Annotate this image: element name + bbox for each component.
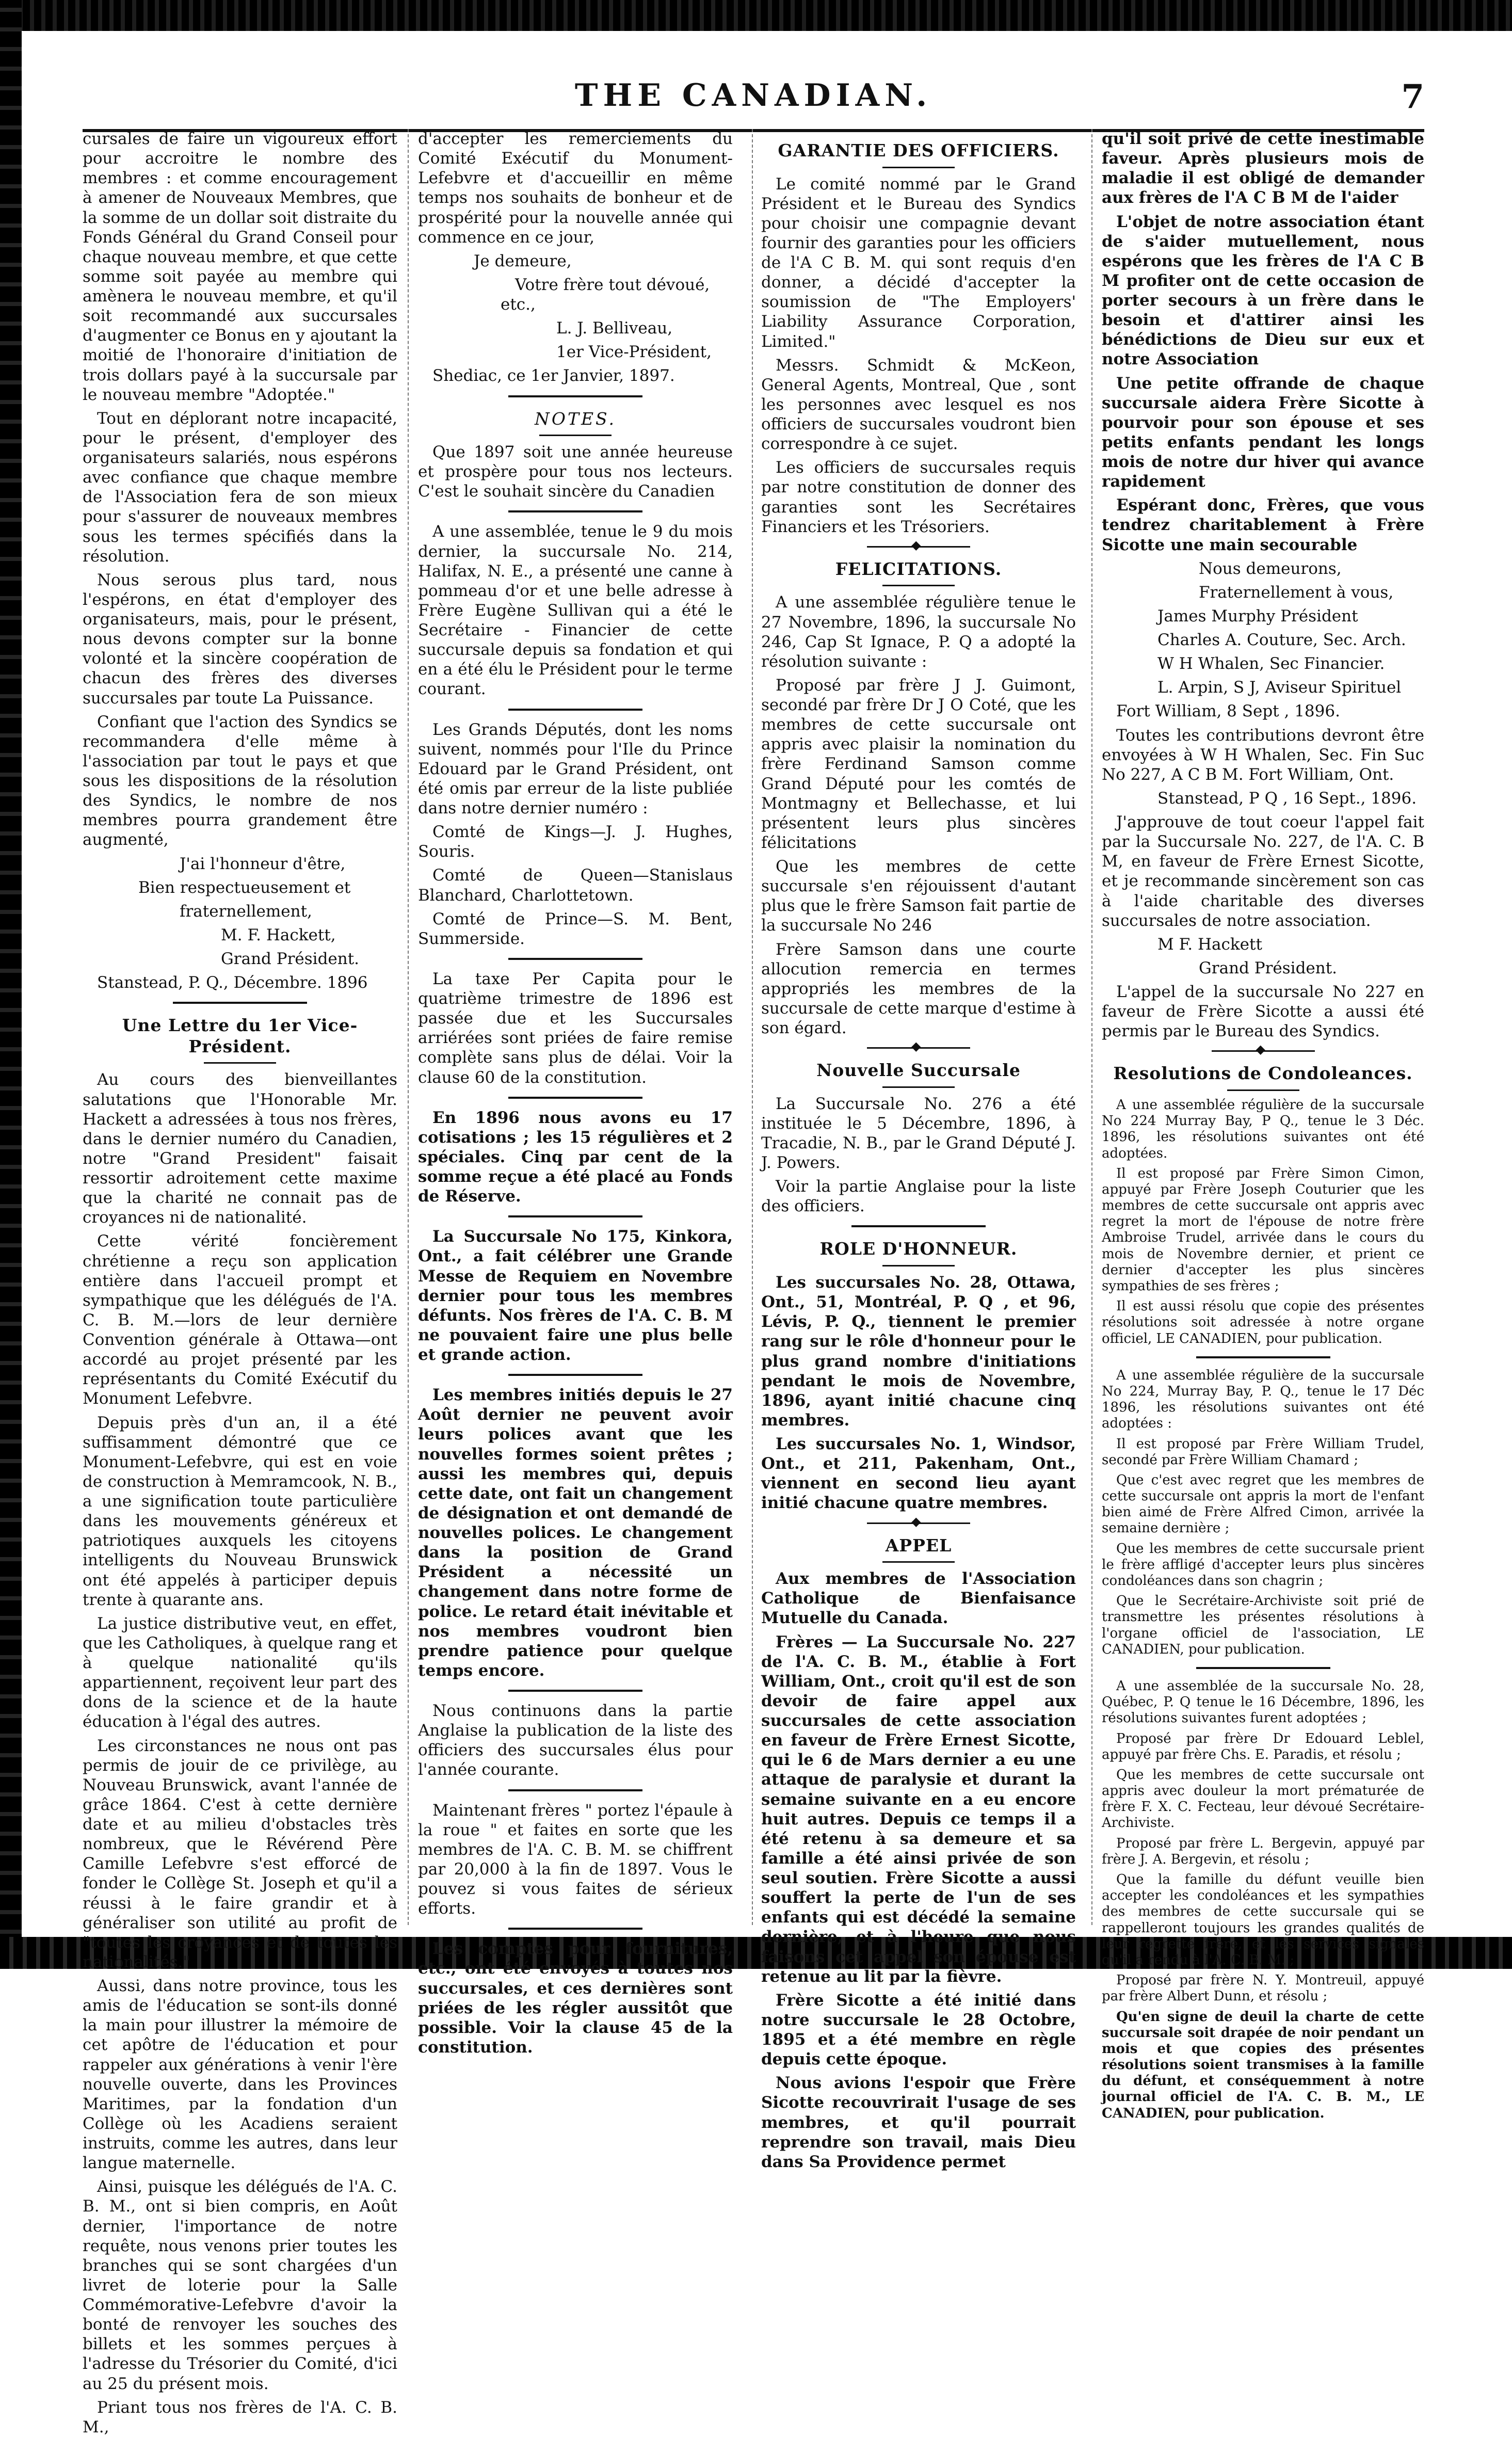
resolution-paragraph: Que le Secrétaire-Archiviste soit prié de transmettre les présentes résolutions à l'organe officiel de l'association, LE CANADIEN, pour publication. — [1102, 1593, 1424, 1657]
article-paragraph: Les succursales No. 28, Ottawa, Ont., 51, Montréal, P. Q , et 96, Lévis, P. Q., tiennent le premier rang sur le rôle d'honneur pour le plus grand nombre d'initiations pendant le mois de Novembre, 1896, ayant initié chacune cinq membres. — [761, 1273, 1076, 1430]
note-paragraph: Comté de Prince—S. M. Bent, Summerside. — [418, 909, 733, 948]
signature-title: Grand Président. — [1199, 958, 1338, 977]
signature-name: W H Whalen, Sec Financier. — [1157, 654, 1385, 674]
article-paragraph: Tout en déplorant notre incapacité, pour le présent, d'employer des organisateurs salariés, nous espérons avec confiance que chaque membre de l'Association fera de son mieux pour s'assurer de nouveaux membres sous les termes spécifiés dans la résolution. — [83, 409, 397, 566]
signature-name: M. F. Hackett, — [221, 925, 336, 944]
newspaper-page — [83, 57, 1424, 2436]
resolution-paragraph: Que les membres de cette succursale ont appris avec douleur la mort prématurée de frère F. X. C. Fecteau, leur dévoué Secrétaire-Archiviste. — [1102, 1767, 1424, 1831]
article-heading: ROLE D'HONNEUR. — [819, 1239, 1018, 1259]
heading-rule — [539, 435, 612, 436]
article-paragraph: Messrs. Schmidt & McKeon, General Agents, Montreal, Que , sont les personnes avec lesquel es nos officiers de succursales voudront bien correspondre à ce sujet. — [761, 356, 1076, 454]
article-paragraph: Au cours des bienveillantes salutations que l'Honorable Mr. Hackett a adressées à tous nos frères, dans le dernier numéro du Canadien, notre "Grand President" faisait ressortir adroitement cette maxime que la charité ne connait pas de croyances ni de nationalité. — [83, 1070, 397, 1227]
article-paragraph: Frère Sicotte a été initié dans notre succursale le 28 Octobre, 1895 et a été membre en règle depuis cette époque. — [761, 1991, 1076, 2069]
ornament-rule — [867, 1522, 970, 1524]
scan-edge-top — [0, 0, 1512, 31]
column-divider — [408, 129, 409, 1925]
column-4 — [1102, 129, 1424, 2121]
article-paragraph: Que les membres de cette succursale s'en réjouissent d'autant plus que le frère Samson fait partie de la succursale No 246 — [761, 857, 1076, 935]
article-paragraph: Nous avions l'espoir que Frère Sicotte recouvrirait l'usage de ses membres, et qu'il pourrait reprendre son travail, mais Dieu dans Sa Providence permet — [761, 2074, 1076, 2171]
article-paragraph: Proposé par frère J J. Guimont, secondé par frère Dr J O Coté, que les membres de cette succursale ont appris avec plaisir la nomination du frère Ferdinand Samson comme Grand Député pour les comtés de Montmagny et Bellechasse, et lui présentent leurs plus sincères félicitations — [761, 676, 1076, 852]
signature-line: fraternellement, — [180, 902, 312, 921]
article-paragraph: L'objet de notre association étant de s'aider mutuellement, nous espérons que les frères de l'A C B M profiter ont de cette occasion de porter secours à un frère dans le besoin et d'attirer ainsi les bénédictions de Dieu sur eux et notre Association — [1102, 212, 1424, 369]
note-paragraph: A une assemblée, tenue le 9 du mois dernier, la succursale No. 214, Halifax, N. E., a présenté une canne à pommeau d'or et une belle adresse à Frère Eugène Sullivan qui a été le Secrétaire - Financier de cette succursale depuis sa fondation et qui en a été élu le Président pour le terme courant. — [418, 522, 733, 699]
dateline: Shediac, ce 1er Janvier, 1897. — [432, 366, 675, 386]
article-paragraph: Toutes les contributions devront être envoyées à W H Whalen, Sec. Fin Suc No 227, A C B M. Fort William, Ont. — [1102, 726, 1424, 784]
resolution-paragraph: Il est proposé par Frère Simon Cimon, appuyé par Frère Joseph Couturier que les membres de cette succursale ont appris avec regret la mort de l'épouse de notre frère Ambroise Trudel, arrivée dans le cours du mois de Novembre dernier, et prient ce dernier d'accepter les plus sincères sympathies de ses frères ; — [1102, 1165, 1424, 1294]
resolution-paragraph: Proposé par frère Dr Edouard Leblel, appuyé par frère Chs. E. Paradis, et résolu ; — [1102, 1730, 1424, 1762]
note-paragraph: Les comptes pour fournitures, etc., ont été envoyés à toutes nos succursales, et ces dernières sont priées de les régler aussitôt que possible. Voir la clause 45 de la constitution. — [418, 1939, 733, 2057]
article-paragraph: A une assemblée régulière tenue le 27 Novembre, 1896, la succursale No 246, Cap St Ignace, P. Q a adopté la résolution suivante : — [761, 593, 1076, 671]
signature-line: J'ai l'honneur d'être, — [180, 854, 346, 873]
resolution-paragraph: Que c'est avec regret que les membres de cette succursale ont appris la mort de l'enfant bien aimé de Frère Alfred Cimon, arrivée la semaine dernière ; — [1102, 1472, 1424, 1536]
heading-rule — [1227, 1089, 1299, 1091]
article-paragraph: La justice distributive veut, en effet, que les Catholiques, à quelque rang et à quelque nationalité qu'ils appartiennent, reçoivent leur part des dons de la science et de la haute éducation à l'égal des autres. — [83, 1614, 397, 1731]
note-separator — [508, 1928, 642, 1930]
section-rule — [508, 395, 642, 397]
resolution-paragraph: Il est proposé par Frère William Trudel, secondé par Frère William Chamard ; — [1102, 1436, 1424, 1468]
resolution-paragraph: Il est aussi résolu que copie des présentes résolutions soit adressée à notre organe officiel, LE CANADIEN, pour publication. — [1102, 1298, 1424, 1346]
dateline: Stanstead, P. Q., Décembre. 1896 — [97, 973, 368, 992]
heading-rule — [882, 1561, 955, 1563]
article-paragraph: Les circonstances ne nous ont pas permis de jouir de ce privilège, au Nouveau Brunswick, avant l'année de grâce 1864. C'est à cette dernière date et au milieu d'obstacles très nombreux, que le Révérend Père Camille Lefebvre s'est efforcé de fonder le Collège St. Joseph et qu'il a réussi à le faire grandir et à généraliser son utilité au profit de "toutes les croyances et de toutes les nationalités." — [83, 1736, 397, 1971]
note-paragraph: En 1896 nous avons eu 17 cotisations ; les 15 régulières et 2 spéciales. Cinq par cent de la somme reçue a été placé au Fonds de Réserve. — [418, 1108, 733, 1206]
dateline: Fort William, 8 Sept , 1896. — [1116, 702, 1340, 721]
resolution-paragraph: A une assemblée régulière de la succursale No 224 Murray Bay, P Q., tenue le 3 Déc. 1896, les résolutions suivantes ont été adoptées. — [1102, 1097, 1424, 1161]
article-paragraph: Le comité nommé par le Grand Président et le Bureau des Syndics pour choisir une compagnie devant fournir des garanties pour les officiers de l'A C B. M. qui sont requis d'en donner, a décidé d'accepter la soumission de "The Employers' Liability Assurance Corporation, Limited." — [761, 174, 1076, 351]
column-divider — [1091, 129, 1092, 1925]
resolution-paragraph: Qu'en signe de deuil la charte de cette succursale soit drapée de noir pendant un mois et que copies des présentes résolutions soient transmises à la famille du défunt, et conséquemment à notre journal officiel de l'A. C. B. M., LE CANADIEN, pour publication. — [1102, 2009, 1424, 2121]
article-paragraph: Les succursales No. 1, Windsor, Ont., et 211, Pakenham, Ont., viennent en second lieu ayant initié chacune quatre membres. — [761, 1435, 1076, 1513]
resolution-paragraph: Que les membres de cette succursale prient le frère affligé d'accepter leurs plus sincères condoléances dans son chagrin ; — [1102, 1541, 1424, 1589]
article-paragraph: Frères — La Succursale No. 227 de l'A. C. B. M., établie à Fort William, Ont., croit qu'il est de son devoir de faire appel aux succursales de cette association en faveur de Frère Ernest Sicotte, qui le 6 de Mars dernier a eu une attaque de paralysie et durant la semaine suivante en a eu encore huit autres. Depuis ce temps il a été retenu à sa demeure et sa famille a été ainsi privée de son seul soutien. Frère Sicotte a aussi souffert la perte de l'un de ses enfants qui est décédé la semaine dernière, et à l'heure que nous faisons cet appel son épouse est retenue au lit par la fièvre. — [761, 1632, 1076, 1986]
newspaper-title: THE CANADIAN. — [574, 77, 932, 114]
signature-name: L. J. Belliveau, — [556, 319, 673, 338]
heading-rule — [882, 167, 955, 168]
signature-line: Nous demeurons, — [1199, 559, 1342, 578]
note-paragraph: Les membres initiés depuis le 27 Août dernier ne peuvent avoir leurs polices avant que les nouvelles formes soient prêtes ; aussi les membres qui, depuis cette date, ont fait un changement de désignation et ont demandé de nouvelles polices. Le changement dans la position de Grand Président a nécessité un changement dans notre forme de police. Le retard était inévitable et nos membres voudront bien prendre patience pour quelque temps encore. — [418, 1386, 733, 1680]
ornament-rule — [867, 1047, 970, 1049]
note-paragraph: Comté de Kings—J. J. Hughes, Souris. — [418, 823, 733, 861]
signature-line: Je demeure, — [474, 251, 572, 270]
note-paragraph: Les Grands Députés, dont les noms suivent, nommés pour l'Ile du Prince Edouard par le Grand Président, ont été omis par erreur de la liste publiée dans notre dernier numéro : — [418, 720, 733, 818]
note-paragraph: Maintenant frères " portez l'épaule à la roue " et faites en sorte que les membres de l'A. C. B. M. se chiffrent par 20,000 à la fin de 1897. Vous le pouvez si vous faites de sérieux efforts. — [418, 1801, 733, 1918]
scan-edge-left — [0, 0, 22, 1969]
notes-heading: NOTES. — [535, 408, 616, 429]
note-separator — [508, 1690, 642, 1692]
signature-line: Fraternellement à vous, — [1199, 583, 1394, 602]
article-paragraph: Nous serous plus tard, nous l'espérons, en état d'employer des organisateurs, mais, pour le présent, nous devons compter sur la bonne volonté et la sincère coopération de chacun des frères des diverses succursales par toute La Puissance. — [83, 570, 397, 708]
column-1 — [83, 129, 397, 2436]
article-paragraph: Aussi, dans notre province, tous les amis de l'éducation se sont-ils donné la main pour illustrer la mémoire de cet apôtre de l'éducation et pour rappeler aux générations à venir l'ère nouvelle ouverte, dans les Provinces Maritimes, par la fondation d'un Collège où les Acadiens seraient instruits, comme les autres, dans leur langue maternelle. — [83, 1977, 397, 2173]
ornament-rule — [867, 546, 970, 548]
resolution-paragraph: A une assemblée de la succursale No. 28, Québec, P. Q tenue le 16 Décembre, 1896, les résolutions suivantes furent adoptées ; — [1102, 1678, 1424, 1726]
article-paragraph: cursales de faire un vigoureux effort pour accroitre le nombre des membres : et comme encouragement à amener de Nouveaux Membres, que la somme de un dollar soit distraite du Fonds Général du Grand Conseil pour chaque nouveau membre, et que cette somme soit payée au membre qui amènera le nouveau membre, et qu'il soit recommandé aux succursales d'augmenter ce Bonus en y ajoutant la moitié de l'honoraire d'initiation de trois dollars payé à la succursale par le nouveau membre "Adoptée." — [83, 130, 397, 404]
article-paragraph: Une petite offrande de chaque succursale aidera Frère Sicotte à pourvoir pour son épouse et ses petits enfants pendant les longs mois de notre dur hiver qui avance rapidement — [1102, 374, 1424, 491]
resolution-paragraph: Proposé par frère N. Y. Montreuil, appuyé par frère Albert Dunn, et résolu ; — [1102, 1973, 1424, 2005]
note-separator — [508, 1215, 642, 1217]
resolution-paragraph: A une assemblée régulière de la succursale No 224, Murray Bay, P. Q., tenue le 17 Déc 1896, les résolutions suivantes ont été adoptées : — [1102, 1367, 1424, 1432]
column-divider — [752, 129, 753, 1925]
signature-name: M F. Hackett — [1157, 935, 1262, 954]
article-heading: Nouvelle Succursale — [816, 1060, 1021, 1081]
article-heading: APPEL — [885, 1535, 952, 1556]
note-paragraph: Comté de Queen—Stanislaus Blanchard, Charlottetown. — [418, 866, 733, 905]
note-paragraph: La taxe Per Capita pour le quatrième trimestre de 1896 est passée due et les Succursales arriérées sont priées de faire remise complète sans plus de délai. Voir la clause 60 de la constitution. — [418, 969, 733, 1087]
article-paragraph: Les officiers de succursales requis par notre constitution de donner des garanties sont les Secrétaires Financiers et les Trésoriers. — [761, 458, 1076, 536]
article-paragraph: Voir la partie Anglaise pour la liste des officiers. — [761, 1177, 1076, 1216]
heading-rule — [882, 1086, 955, 1088]
note-separator — [508, 1374, 642, 1376]
article-paragraph: L'appel de la succursale No 227 en faveur de Frère Sicotte a aussi été permis par le Bureau des Syndics. — [1102, 983, 1424, 1041]
article-paragraph: Depuis près d'un an, il a été suffisamment démontré que ce Monument-Lefebvre, qui est en voie de construction à Memramcook, N. B., a une signification toute particulière dans les mouvements généreux et patriotiques auxquels les citoyens intelligents du Nouveau Brunswick ont été appelés à participer depuis trente à quarante ans. — [83, 1413, 397, 1609]
heading-rule — [204, 1062, 276, 1064]
article-paragraph: Priant tous nos frères de l'A. C. B. M., — [83, 2398, 397, 2436]
resolution-separator — [1196, 1667, 1330, 1669]
heading-rule — [882, 585, 955, 586]
article-heading: FELICITATIONS. — [835, 558, 1002, 579]
article-heading: Une Lettre du 1er Vice-Président. — [122, 1015, 358, 1056]
dateline: Stanstead, P Q , 16 Sept., 1896. — [1157, 789, 1417, 808]
note-separator — [508, 510, 642, 512]
note-separator — [508, 1789, 642, 1791]
signature-line: Bien respectueusement et — [138, 878, 351, 897]
ornament-rule — [1212, 1050, 1315, 1052]
article-paragraph: Frère Samson dans une courte allocution remercia en termes appropriés les membres de la succursale de cette marque d'estime à son égard. — [761, 940, 1076, 1038]
column-3 — [761, 129, 1076, 2171]
column-2 — [418, 129, 733, 2057]
article-paragraph: Confiant que l'action des Syndics se recommandera d'elle même à l'association par tout le pays et que sous les dispositions de la résolution des Syndics, le nombre de nos membres pourra grandement être augmenté, — [83, 712, 397, 849]
signature-name: James Murphy Président — [1157, 606, 1358, 626]
article-paragraph: qu'il soit privé de cette inestimable faveur. Après plusieurs mois de maladie il est obligé de demander aux frères de l'A C B M de l'aider — [1102, 130, 1424, 207]
section-rule — [851, 1225, 986, 1227]
signature-line: Votre frère tout dévoué, etc., — [501, 275, 710, 314]
signature-title: Grand Président. — [221, 950, 360, 968]
page-number: 7 — [1401, 77, 1424, 116]
article-heading: Resolutions de Condoleances. — [1113, 1063, 1413, 1084]
article-paragraph: La Succursale No. 276 a été instituée le 5 Décembre, 1896, à Tracadie, N. B., par le Grand Député J. J. Powers. — [761, 1094, 1076, 1173]
article-paragraph: Ainsi, puisque les délégués de l'A. C. B. M., ont si bien compris, en Août dernier, l'importance de notre requête, nous venons prier toutes les branches qui se sont chargées d'un livret de loterie pour la Salle Commémorative-Lefebvre d'avoir la bonté de renvoyer les souches des billets et les sommes perçues à l'adresse du Trésorier du Comité, d'ici au 25 du présent mois. — [83, 2177, 397, 2393]
signature-name: Charles A. Couture, Sec. Arch. — [1157, 631, 1406, 649]
resolution-paragraph: Proposé par frère L. Bergevin, appuyé par frère J. A. Bergevin, et résolu ; — [1102, 1835, 1424, 1867]
heading-rule — [882, 1265, 955, 1266]
appeal-salutation: Aux membres de l'Association Catholique de Bienfaisance Mutuelle du Canada. — [761, 1569, 1076, 1628]
note-paragraph: Nous continuons dans la partie Anglaise la publication de la liste des officiers des succursales élus pour l'année courante. — [418, 1702, 733, 1779]
article-paragraph: Cette vérité foncièrement chrétienne a reçu son application entière dans l'accueil prompt et sympathique que les délégués de l'A. C. B. M.—lors de leur dernière Convention générale à Ottawa—ont accordé au projet présenté par les représentants du Comité Exécutif du Monument Lefebvre. — [83, 1232, 397, 1408]
signature-title: 1er Vice-Président, — [556, 343, 712, 362]
note-separator — [508, 1097, 642, 1099]
note-separator — [508, 709, 642, 711]
note-separator — [508, 958, 642, 960]
note-paragraph: La Succursale No 175, Kinkora, Ont., a fait célébrer une Grande Messe de Requiem en Novembre dernier pour tous les membres défunts. Nos frères de l'A. C. B. M ne pouvaient faire une plus belle et grande action. — [418, 1227, 733, 1365]
article-paragraph: J'approuve de tout coeur l'appel fait par la Succursale No. 227, de l'A. C. B M, en faveur de Frère Ernest Sicotte, et je recommande sincèrement son cas à l'aide charitable des diverses succursales de notre association. — [1102, 813, 1424, 930]
signature-name: L. Arpin, S J, Aviseur Spirituel — [1157, 678, 1402, 697]
note-paragraph: Que 1897 soit une année heureuse et prospère pour tous nos lecteurs. C'est le souhait sincère du Canadien — [418, 443, 733, 501]
resolution-paragraph: Que la famille du défunt veuille bien accepter les condoléances et les sympathies des membres de cette succursale qui se rappelleront toujours les grandes qualités de leur regretté frère, et les services signalés qu'il a rendu à l'A. C. B. M. ; — [1102, 1872, 1424, 1968]
article-paragraph: d'accepter les remerciements du Comité Exécutif du Monument-Lefebvre et d'accueillir en même temps nos souhaits de bonheur et de prospérité pour la nouvelle année qui commence en ce jour, — [418, 130, 733, 247]
article-paragraph: Espérant donc, Frères, que vous tendrez charitablement à Frère Sicotte une main secourable — [1102, 496, 1424, 554]
article-heading: GARANTIE DES OFFICIERS. — [778, 140, 1059, 161]
section-rule — [173, 1002, 307, 1004]
resolution-separator — [1196, 1356, 1330, 1358]
